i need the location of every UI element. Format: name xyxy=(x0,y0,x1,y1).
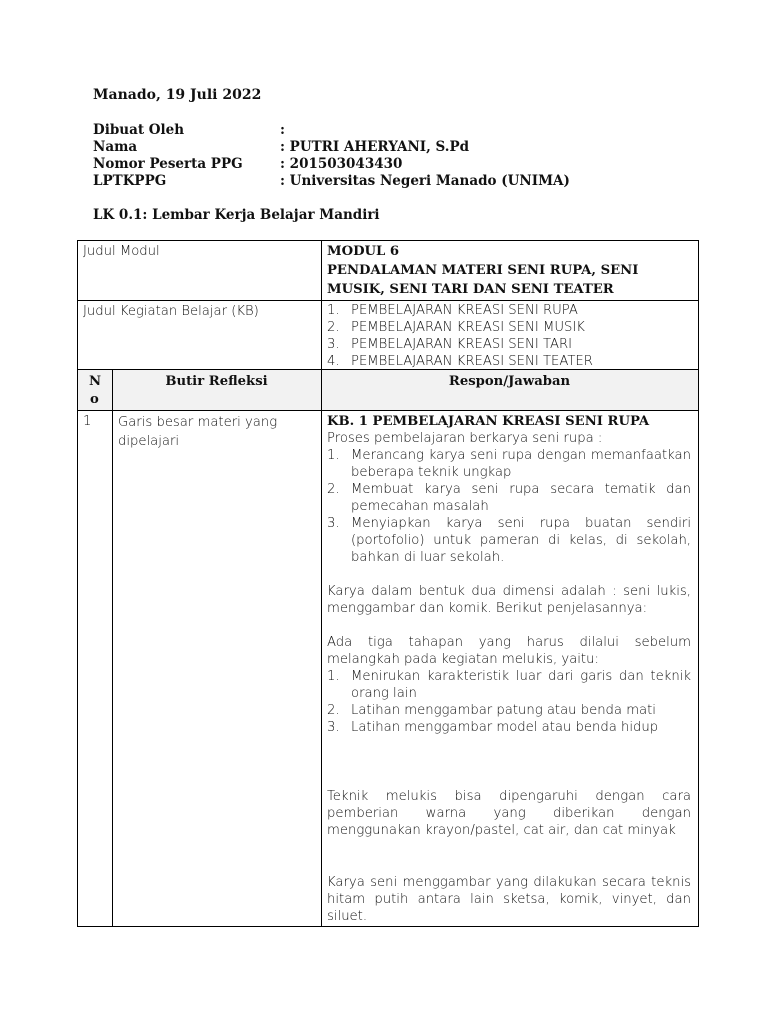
process-list xyxy=(327,447,691,566)
list-item xyxy=(327,353,691,370)
list-number: 4. xyxy=(327,354,340,369)
table-divider xyxy=(77,410,699,411)
made-by-value: : xyxy=(280,122,285,138)
list-item xyxy=(327,719,691,736)
ppg-number-value: : 201503043430 xyxy=(280,156,403,172)
module-number: MODUL 6 xyxy=(327,244,400,259)
two-dimension-paragraph: Karya dalam bentuk dua dimensi adalah : seni lukis, menggambar dan komik. Berikut penjelasannya: xyxy=(327,584,691,616)
list-item xyxy=(327,668,691,702)
name-value: : PUTRI AHERYANI, S.Pd xyxy=(280,139,470,155)
list-number: 1. xyxy=(327,669,340,684)
reflection-line1: Garis besar materi yang xyxy=(118,415,278,430)
list-item xyxy=(327,302,691,319)
row-number: 1 xyxy=(83,414,92,429)
column-header-no-line1: N xyxy=(89,374,102,389)
table-column-divider xyxy=(112,369,113,927)
list-number: 3. xyxy=(327,337,340,352)
list-text: Menirukan karakteristik luar dari garis dan teknik orang lain xyxy=(351,669,691,701)
date-line: Manado, 19 Juli 2022 xyxy=(93,87,262,103)
stages-paragraph: Ada tiga tahapan yang harus dilalui sebelum melangkah pada kegiatan melukis, yaitu: xyxy=(327,635,691,667)
list-number: 2. xyxy=(327,703,340,718)
process-intro: Proses pembelajaran berkarya seni rupa : xyxy=(327,431,603,446)
technique-paragraph: Teknik melukis bisa dipengaruhi dengan cara pemberian warna yang diberikan dengan menggunakan krayon/pastel, cat air, dan cat minyak xyxy=(327,789,691,838)
kb1-heading: KB. 1 PEMBELAJARAN KREASI SENI RUPA xyxy=(327,414,650,429)
black-white-paragraph: Karya seni menggambar yang dilakukan secara teknis hitam putih antara lain sketsa, komik, vinyet, dan siluet. xyxy=(327,875,691,924)
column-header-reflection: Butir Refleksi xyxy=(165,374,268,389)
list-text: PEMBELAJARAN KREASI SENI RUPA xyxy=(351,303,578,318)
list-item xyxy=(327,481,691,515)
column-header-no-line2: o xyxy=(90,392,99,407)
worksheet-title: LK 0.1: Lembar Kerja Belajar Mandiri xyxy=(93,207,380,223)
table-border-left xyxy=(77,240,78,927)
table-border-top xyxy=(77,240,699,241)
lptk-label: LPTKPPG xyxy=(93,173,167,189)
module-label: Judul Modul xyxy=(83,244,160,259)
list-number: 2. xyxy=(327,482,340,497)
list-text: Latihan menggambar patung atau benda mati xyxy=(351,703,656,718)
made-by-label: Dibuat Oleh xyxy=(93,122,185,138)
module-title-line2: MUSIK, SENI TARI DAN SENI TEATER xyxy=(327,282,614,297)
list-item xyxy=(327,702,691,719)
column-header-response: Respon/Jawaban xyxy=(448,374,571,389)
table-column-divider xyxy=(321,240,322,927)
kb-list xyxy=(327,302,691,370)
list-text: PEMBELAJARAN KREASI SENI MUSIK xyxy=(351,320,585,335)
list-item xyxy=(327,319,691,336)
list-text: Membuat karya seni rupa secara tematik dan pemecahan masalah xyxy=(351,482,691,514)
list-text: Merancang karya seni rupa dengan memanfaatkan beberapa teknik ungkap xyxy=(351,448,691,480)
table-border-right xyxy=(698,240,699,927)
list-text: PEMBELAJARAN KREASI SENI TEATER xyxy=(351,354,593,369)
list-number: 3. xyxy=(327,720,340,735)
table-border-bottom xyxy=(77,926,699,927)
ppg-number-label: Nomor Peserta PPG xyxy=(93,156,243,172)
list-item xyxy=(327,515,691,566)
list-number: 1. xyxy=(327,303,340,318)
name-label: Nama xyxy=(93,139,138,155)
list-item xyxy=(327,336,691,353)
list-number: 3. xyxy=(327,516,340,531)
lptk-value: : Universitas Negeri Manado (UNIMA) xyxy=(280,173,570,189)
list-number: 1. xyxy=(327,448,340,463)
list-text: PEMBELAJARAN KREASI SENI TARI xyxy=(351,337,573,352)
list-number: 2. xyxy=(327,320,340,335)
list-text: Latihan menggambar model atau benda hidup xyxy=(351,720,659,735)
stages-list xyxy=(327,668,691,736)
kb-label: Judul Kegiatan Belajar (KB) xyxy=(83,304,259,319)
list-item xyxy=(327,447,691,481)
list-text: Menyiapkan karya seni rupa buatan sendiri (portofolio) untuk pameran di kelas, di sekolah, bahkan di luar sekolah. xyxy=(351,516,691,565)
module-title-line1: PENDALAMAN MATERI SENI RUPA, SENI xyxy=(327,263,639,278)
table-divider xyxy=(77,300,699,301)
reflection-line2: dipelajari xyxy=(118,434,180,449)
